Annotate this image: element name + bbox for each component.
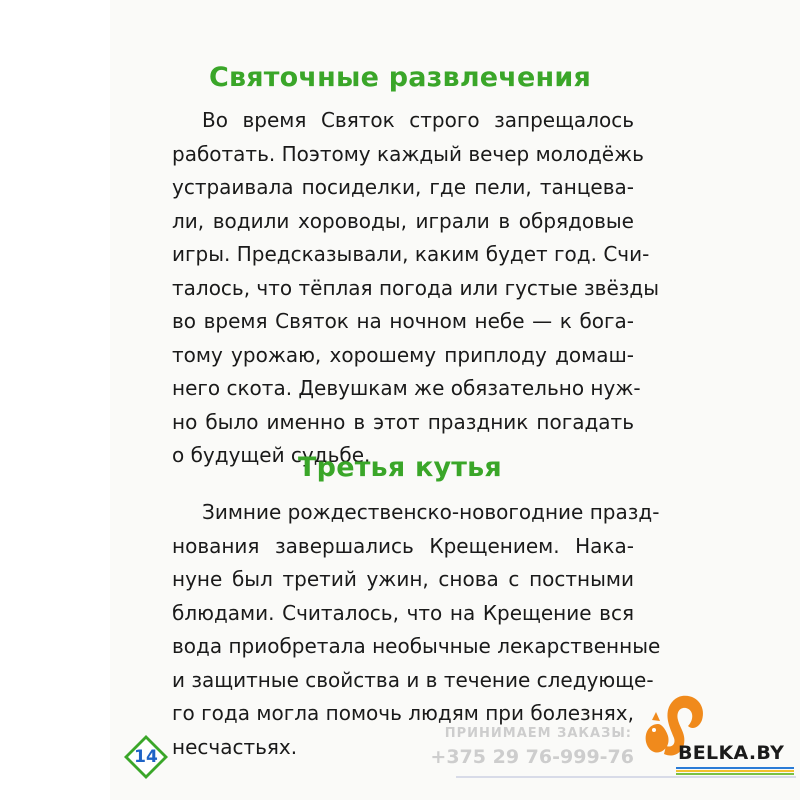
text-line: вода приобретала необычные лекарственные	[172, 634, 661, 658]
text-line: но было именно в этот праздник погадать	[172, 409, 634, 434]
watermark-rule	[456, 776, 796, 778]
text-line: талось, что тёплая погода или густые звёзды	[172, 275, 660, 300]
text-line: го года могла помочь людям при болезнях,	[172, 701, 634, 725]
text-line: устраивала посиделки, где пели, танцева-	[172, 175, 634, 199]
section-paragraph	[172, 104, 660, 473]
text-line: игры. Предсказывали, каким будет год. Счи-	[172, 242, 650, 266]
text-line: Во время Святок строго запрещалось	[202, 108, 634, 132]
section-title: Третья кутья	[298, 452, 502, 483]
text-line: него скота. Девушкам же обязательно нуж-	[172, 376, 641, 400]
logo-stripes	[676, 767, 794, 775]
text-line: Зимние рождественско-новогодние празд-	[202, 500, 660, 524]
text-line: во время Святок на ночном небе — к бога-	[172, 309, 634, 333]
text-line: тому урожаю, хорошему приплоду домаш-	[172, 342, 634, 367]
belka-logo-text: BELKA.BY	[678, 742, 785, 764]
text-line: работать. Поэтому каждый вечер молодёжь	[172, 141, 644, 166]
text-line: и защитные свойства и в течение следующе-	[172, 667, 654, 692]
text-line: блюдами. Считалось, что на Крещение вся	[172, 600, 634, 625]
text-line: о будущей судьбе.	[172, 443, 371, 467]
text-line: несчастьях.	[172, 734, 298, 759]
text-line: ли, водили хороводы, играли в обрядовые	[172, 208, 634, 233]
text-line: нования завершались Крещением. Нака-	[172, 533, 634, 558]
text-line: нуне был третий ужин, снова с постными	[172, 567, 634, 591]
section-title: Святочные развлечения	[208, 62, 592, 93]
section-paragraph	[172, 496, 661, 764]
watermark-phone: +375 29 76-999-76	[430, 746, 634, 768]
page-number: 14	[134, 747, 158, 767]
watermark-order-label: ПРИНИМАЕМ ЗАКАЗЫ:	[444, 726, 632, 741]
